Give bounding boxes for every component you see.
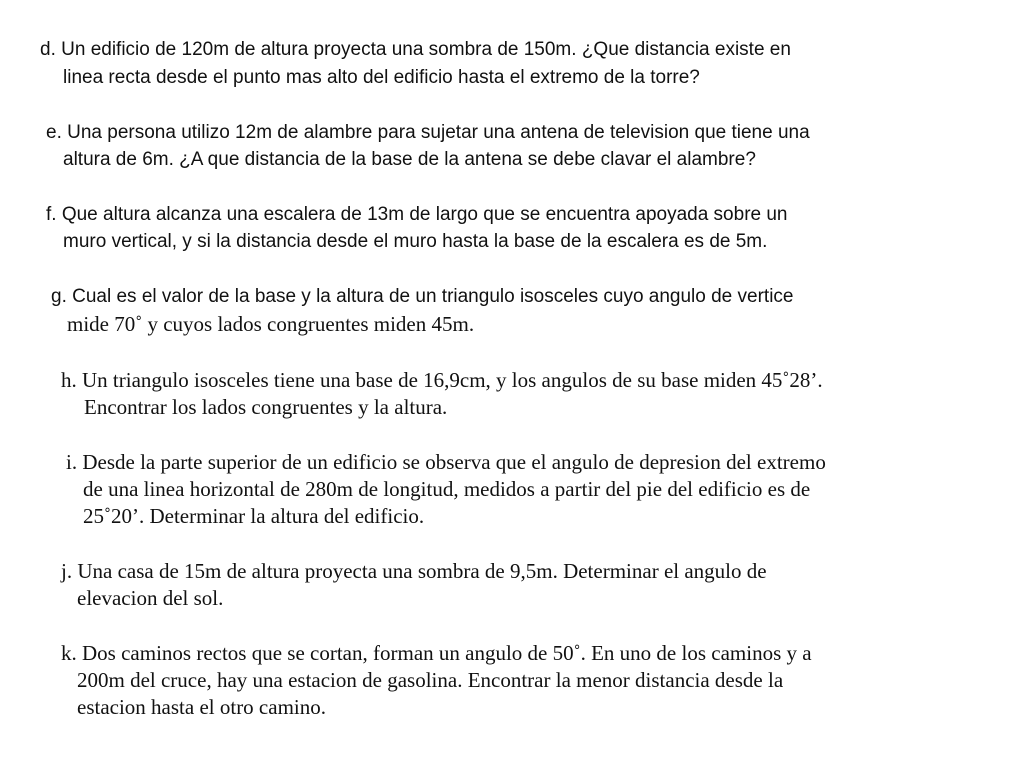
problem-i-line-1: i. Desde la parte superior de un edificio se observa que el angulo de depresion del extremo: [66, 450, 826, 474]
problem-e-line-2: altura de 6m. ¿A que distancia de la base de la antena se debe clavar el alambre?: [63, 149, 756, 170]
problem-g-line-1: g. Cual es el valor de la base y la altura de un triangulo isosceles cuyo angulo de vertice: [51, 286, 794, 307]
problem-h-line-2: Encontrar los lados congruentes y la altura.: [84, 395, 448, 419]
problem-i-line-3: 25˚20’. Determinar la altura del edificio.: [83, 504, 425, 528]
problem-f-line-1: f. Que altura alcanza una escalera de 13m de largo que se encuentra apoyada sobre un: [46, 204, 788, 225]
problem-k-line-2: 200m del cruce, hay una estacion de gasolina. Encontrar la menor distancia desde la: [77, 668, 784, 692]
problem-h-line-1: h. Un triangulo isosceles tiene una base de 16,9cm, y los angulos de su base miden 45˚28’.: [61, 368, 823, 392]
problem-e-line-1: e. Una persona utilizo 12m de alambre para sujetar una antena de television que tiene una: [46, 122, 810, 143]
problem-j-line-2: elevacion del sol.: [77, 586, 224, 610]
problem-i-line-2: de una linea horizontal de 280m de longitud, medidos a partir del pie del edificio es de: [83, 477, 811, 501]
problem-k-line-3: estacion hasta el otro camino.: [77, 695, 326, 719]
problem-d-line-2: linea recta desde el punto mas alto del edificio hasta el extremo de la torre?: [63, 67, 700, 88]
problem-j-line-1: j. Una casa de 15m de altura proyecta una sombra de 9,5m. Determinar el angulo de: [61, 559, 767, 583]
problem-d-line-1: d. Un edificio de 120m de altura proyecta una sombra de 150m. ¿Que distancia existe en: [40, 39, 791, 60]
problem-k-line-1: k. Dos caminos rectos que se cortan, forman un angulo de 50˚. En uno de los caminos y a: [61, 641, 812, 665]
problem-g-line-2: mide 70˚ y cuyos lados congruentes miden 45m.: [67, 312, 475, 336]
problem-f-line-2: muro vertical, y si la distancia desde el muro hasta la base de la escalera es de 5m.: [63, 231, 768, 252]
